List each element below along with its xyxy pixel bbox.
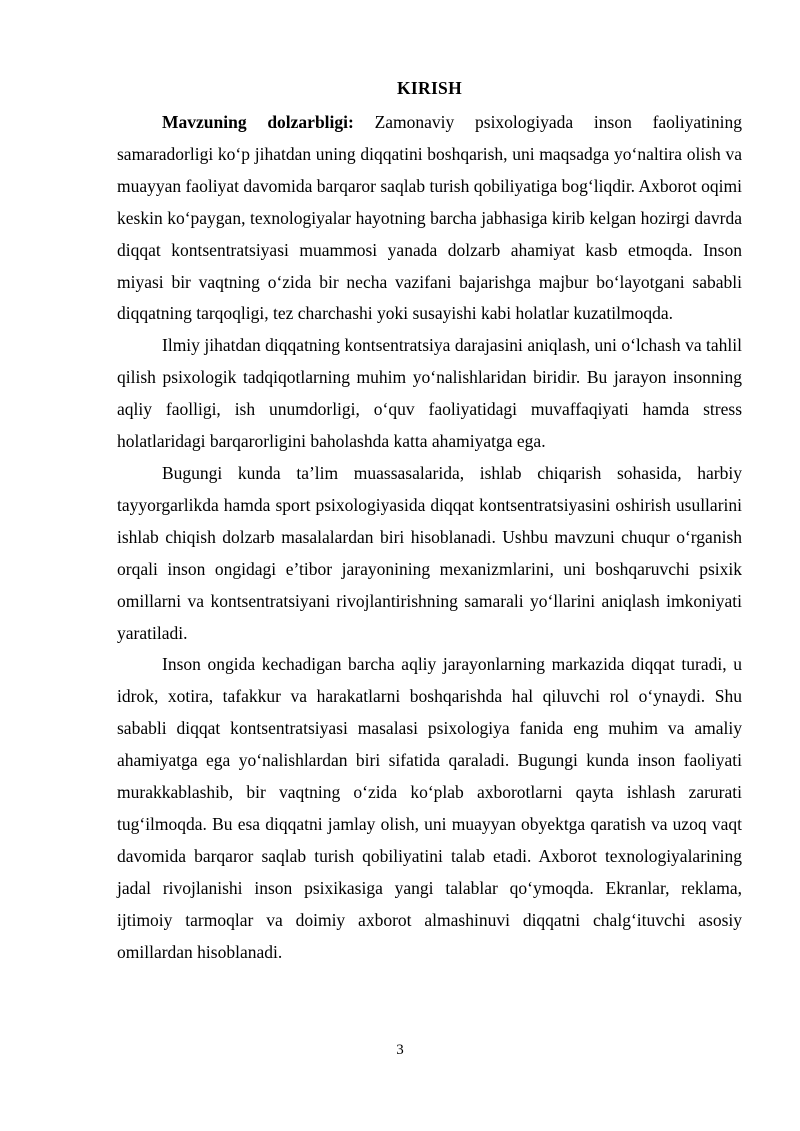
paragraph: Inson ongida kechadigan barcha aqliy jarayonlarning markazida diqqat turadi, u idrok, xotira, tafakkur va harakatlarni boshqarishda hal qiluvchi rol o‘ynaydi. Shu sababli diqqat kontsentratsiyasi masalasi psixologiya fanida eng muhim va amaliy ahamiyatga ega yo‘nalishlardan biri sifatida qaraladi. Bugungi kunda inson faoliyati murakkablashib, bir vaqtning o‘zida ko‘plab axborotlarni qayta ishlash zarurati tug‘ilmoqda. Bu esa diqqatni jamlay olish, uni muayyan obyektga qaratish va uzoq vaqt davomida barqaror saqlab turish qobiliyatini talab etadi. Axborot texnologiyalarining jadal rivojlanishi inson psixikasiga yangi talablar qo‘ymoqda. Ekranlar, reklama, ijtimoiy tarmoqlar va doimiy axborot almashinuvi diqqatni chalg‘ituvchi asosiy omillardan hisoblanadi. — [117, 654, 742, 962]
document-page — [117, 72, 742, 968]
paragraph-relevance — [117, 107, 742, 330]
paragraph-text: Zamonaviy psixologiyada inson faoliyatining samaradorligi ko‘p jihatdan uning diqqatini boshqarish, uni maqsadga yo‘naltira olish va muayyan faoliyat davomida barqaror saqlab turish qobiliyatiga bog‘liqdir. Axborot oqimi keskin ko‘paygan, texnologiyalar hayotning barcha jabhasiga kirib kelgan hozirgi davrda diqqat kontsentratsiyasi muammosi yanada dolzarb ahamiyat kasb etmoqda. Inson miyasi bir vaqtning o‘zida bir necha vazifani bajarishga majbur bo‘layotgani sababli diqqatning tarqoqligi, tez charchashi yoki susayishi kabi holatlar kuzatilmoqda. — [117, 112, 743, 324]
paragraph: Bugungi kunda ta’lim muassasalarida, ishlab chiqarish sohasida, harbiy tayyorgarlikda hamda sport psixologiyasida diqqat kontsentratsiyasini oshirish usullarini ishlab chiqish dolzarb masalalardan biri hisoblanadi. Ushbu mavzuni chuqur o‘rganish orqali inson ongidagi e’tibor jarayonining mexanizmlarini, uni boshqaruvchi psixik omillarni va kontsentratsiyani rivojlantirishning samarali yo‘llarini aniqlash imkoniyati yaratiladi. — [117, 462, 742, 643]
page-number: 3 — [396, 1042, 404, 1058]
section-title: KIRISH — [396, 78, 462, 98]
paragraph: Ilmiy jihatdan diqqatning kontsentratsiya darajasini aniqlash, uni o‘lchash va tahlil qilish psixologik tadqiqotlarning muhim yo‘nalishlaridan biridir. Bu jarayon insonning aqliy faolligi, ish unumdorligi, o‘quv faoliyatidagi muvaffaqiyati hamda stress holatlaridagi barqarorligini baholashda katta ahamiyatga ega. — [117, 335, 742, 452]
paragraph-lead: Mavzuning dolzarbligi: — [162, 112, 354, 132]
